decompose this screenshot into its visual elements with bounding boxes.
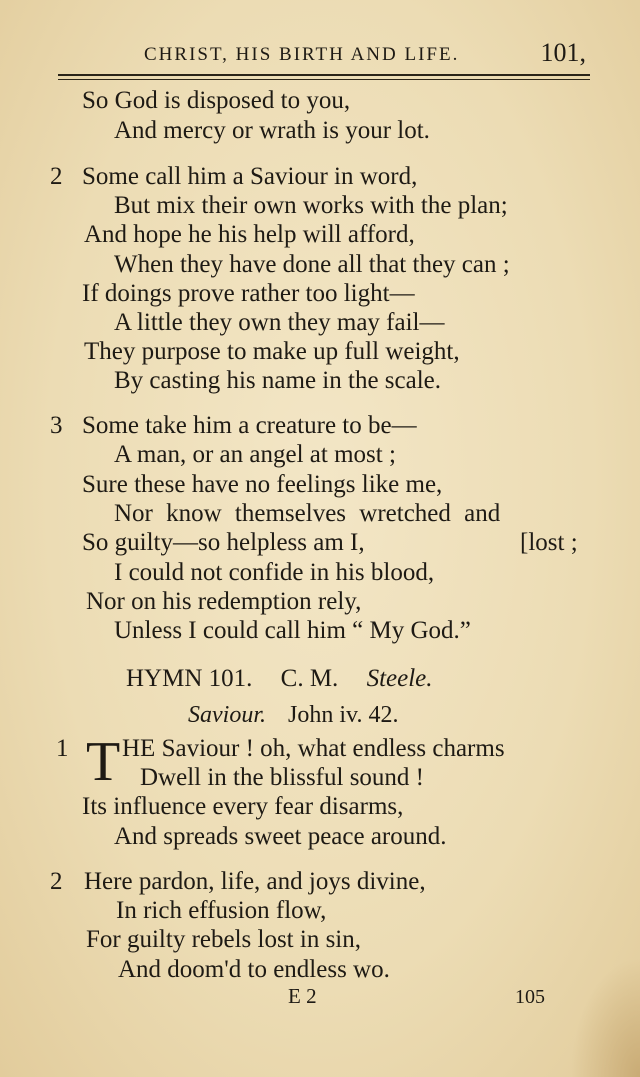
verse-line: By casting his name in the scale. xyxy=(114,367,442,394)
verse-line: Some call him a Saviour in word, xyxy=(82,163,418,190)
verse-line: So God is disposed to you, xyxy=(82,87,351,114)
verse-line: Unless I could call him “ My God.” xyxy=(114,617,471,644)
verse-line: Some take him a creature to be— xyxy=(82,412,417,439)
hymn-heading xyxy=(126,665,433,693)
hymn-author: Steele. xyxy=(366,665,433,692)
hymn-label: HYMN 101. xyxy=(126,665,253,692)
verse-line: Dwell in the blissful sound ! xyxy=(140,764,425,791)
verse-line: So guilty—so helpless am I, xyxy=(82,529,365,556)
verse-line: If doings prove rather too light— xyxy=(82,280,415,307)
header-rule-thin xyxy=(58,79,590,80)
verse-number: 2 xyxy=(50,868,63,895)
hymn-subheading xyxy=(188,702,398,729)
verse-line: A man, or an angel at most ; xyxy=(114,441,396,468)
drop-cap: T xyxy=(86,731,121,793)
verse-line: Nor on his redemption rely, xyxy=(86,588,362,615)
verse-line: But mix their own works with the plan; xyxy=(114,192,508,219)
verse-line: Its influence every fear disarms, xyxy=(82,793,404,820)
hymn-meter: C. M. xyxy=(280,665,339,692)
verse-line: And mercy or wrath is your lot. xyxy=(114,117,430,144)
verse-line: They purpose to make up full weight, xyxy=(84,338,460,365)
verse-line: HE Saviour ! oh, what endless charms xyxy=(122,735,505,762)
hymn-scripture: John iv. 42. xyxy=(288,702,399,728)
verse-line: For guilty rebels lost in sin, xyxy=(86,926,361,953)
verse-line: When they have done all that they can ; xyxy=(114,251,510,278)
page-number: 101, xyxy=(540,38,586,67)
verse-line: And hope he his help will afford, xyxy=(84,221,415,248)
verse-line: And doom'd to endless wo. xyxy=(118,956,390,983)
footer-number: 105 xyxy=(515,986,545,1008)
verse-line: Here pardon, life, and joys divine, xyxy=(84,868,426,895)
verse-line: And spreads sweet peace around. xyxy=(114,823,447,850)
hymn-topic: Saviour. xyxy=(188,702,266,728)
verse-line: Nor know themselves wretched and xyxy=(114,500,501,527)
verse-line: I could not confide in his blood, xyxy=(114,559,435,586)
running-head: CHRIST, HIS BIRTH AND LIFE. xyxy=(144,44,460,65)
stanza-number: 2 xyxy=(50,163,63,190)
stanza-number: 3 xyxy=(50,412,63,439)
verse-line: In rich effusion flow, xyxy=(116,897,327,924)
verse-line: Sure these have no feelings like me, xyxy=(82,471,443,498)
header-rule xyxy=(58,74,590,76)
signature-mark: E 2 xyxy=(288,984,317,1008)
page-header xyxy=(58,38,590,78)
verse-line-turnover: [lost ; xyxy=(520,529,578,556)
verse-number: 1 xyxy=(56,735,69,762)
verse-line: A little they own they may fail— xyxy=(114,309,445,336)
paper-stain xyxy=(570,957,640,1077)
